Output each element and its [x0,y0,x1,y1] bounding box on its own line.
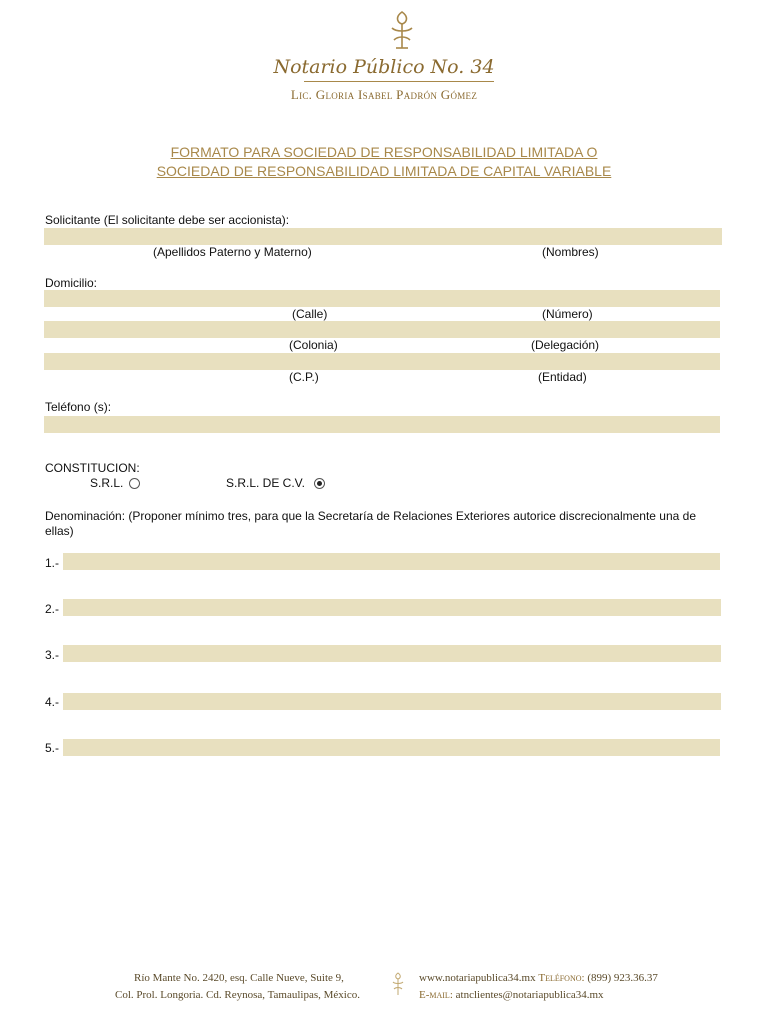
footer-website-link[interactable]: www.notariapublica34.mx [419,972,536,984]
srl-cv-radio[interactable] [314,478,325,489]
denominacion-number-2: 2.- [45,602,60,616]
denominacion-number-4: 4.- [45,695,60,709]
delegacion-caption: (Delegación) [531,338,600,352]
domicilio-label: Domicilio: [45,276,98,290]
footer-phone: (899) 923.36.37 [587,972,658,984]
denominacion-field-4[interactable] [63,693,721,710]
domicilio-calle-field[interactable] [44,290,720,307]
srl-radio[interactable] [129,478,140,489]
denominacion-number-5: 5.- [45,741,60,755]
colonia-caption: (Colonia) [289,338,338,352]
logo-underline [304,81,494,82]
solicitante-label: Solicitante (El solicitante debe ser accionista): [45,213,290,227]
footer-contact-line-2 [419,989,604,1001]
entidad-caption: (Entidad) [538,370,587,384]
solicitante-apellidos-caption: (Apellidos Paterno y Materno) [153,245,312,259]
footer-address-line-1: Río Mante No. 2420, esq. Calle Nueve, Suite 9, [134,972,344,984]
denominacion-number-1: 1.- [45,556,60,570]
solicitante-nombres-caption: (Nombres) [542,245,599,259]
telefono-field[interactable] [44,416,720,433]
cp-caption: (C.P.) [289,370,319,384]
srl-cv-option[interactable] [226,476,325,490]
denominacion-field-2[interactable] [63,599,721,616]
logo-title: Notario Público No. 34 [273,56,495,78]
notary-logo [0,8,768,108]
form-title-line-1: FORMATO PARA SOCIEDAD DE RESPONSABILIDAD LIMITADA O [170,144,598,160]
calle-caption: (Calle) [292,307,328,321]
footer-address-line-2: Col. Prol. Longoria. Cd. Reynosa, Tamaulipas, México. [115,989,360,1001]
solicitante-field[interactable] [44,228,722,245]
logo-subtitle: Lic. Gloria Isabel Padrón Gómez [290,87,478,102]
domicilio-colonia-field[interactable] [44,321,720,338]
footer-crest-icon [390,972,406,996]
denominacion-field-1[interactable] [63,553,720,570]
telefono-label: Teléfono (s): [45,400,112,414]
footer-phone-label: Teléfono: [538,972,585,984]
constitucion-label: CONSTITUCION: [45,461,140,475]
footer-email-label: E-mail: [419,989,453,1001]
footer-email-link[interactable]: atnclientes@notariapublica34.mx [455,989,604,1001]
denominacion-field-5[interactable] [63,739,720,756]
crest-icon [386,10,418,50]
denominacion-label-line-1: Denominación: (Proponer mínimo tres, para que la Secretaría de Relaciones Exteriores autorice discrecionalmente una de [45,509,697,523]
denominacion-label-line-2: ellas) [45,524,74,538]
denominacion-field-3[interactable] [63,645,721,662]
srl-option[interactable] [90,476,140,490]
domicilio-cp-field[interactable] [44,353,720,370]
numero-caption: (Número) [542,307,593,321]
form-title-line-2: SOCIEDAD DE RESPONSABILIDAD LIMITADA DE CAPITAL VARIABLE [156,163,612,179]
srl-cv-option-label: S.R.L. DE C.V. [226,476,305,490]
srl-option-label: S.R.L. [90,476,124,490]
footer-contact-line-1 [419,972,658,984]
denominacion-number-3: 3.- [45,648,60,662]
